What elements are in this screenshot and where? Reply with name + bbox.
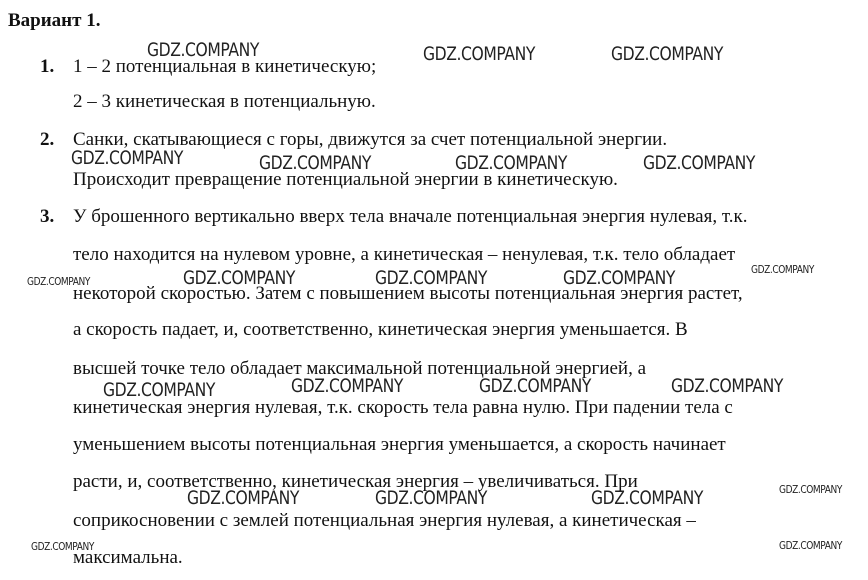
item-number-1: 1. — [40, 56, 55, 77]
item-3-line: соприкосновении с землей потенциальная энергия нулевая, а кинетическая – — [73, 510, 696, 531]
watermark-text: GDZ.COMPANY — [259, 152, 372, 174]
item-3-line: а скорость падает, и, соответственно, кинетическая энергия уменьшается. В — [73, 319, 688, 340]
watermark-text: GDZ.COMPANY — [375, 487, 488, 509]
watermark-text: GDZ.COMPANY — [71, 147, 184, 169]
watermark-text: GDZ.COMPANY — [751, 263, 814, 276]
item-1-line: 1 – 2 потенциальная в кинетическую; — [73, 56, 377, 77]
watermark-text: GDZ.COMPANY — [779, 539, 842, 552]
item-1-line: 2 – 3 кинетическая в потенциальную. — [73, 91, 376, 112]
item-3-line: кинетическая энергия нулевая, т.к. скорость тела равна нулю. При падении тела с — [73, 397, 733, 418]
watermark-text: GDZ.COMPANY — [779, 483, 842, 496]
watermark-text: GDZ.COMPANY — [479, 375, 592, 397]
watermark-text: GDZ.COMPANY — [147, 39, 260, 61]
watermark-text: GDZ.COMPANY — [423, 43, 536, 65]
watermark-text: GDZ.COMPANY — [375, 267, 488, 289]
watermark-text: GDZ.COMPANY — [103, 379, 216, 401]
watermark-text: GDZ.COMPANY — [563, 267, 676, 289]
watermark-text: GDZ.COMPANY — [671, 375, 784, 397]
item-3-line: тело находится на нулевом уровне, а кинетическая – ненулевая, т.к. тело обладает — [73, 244, 736, 265]
watermark-text: GDZ.COMPANY — [187, 487, 300, 509]
watermark-text: GDZ.COMPANY — [31, 540, 94, 553]
item-3-line: расти, и, соответственно, кинетическая энергия – увеличиваться. При — [73, 471, 638, 492]
item-3-line: некоторой скоростью. Затем с повышением высоты потенциальная энергия растет, — [73, 283, 743, 304]
watermark-text: GDZ.COMPANY — [455, 152, 568, 174]
item-number-2: 2. — [40, 129, 55, 150]
item-3-line: У брошенного вертикально вверх тела вначале потенциальная энергия нулевая, т.к. — [73, 206, 748, 227]
watermark-text: GDZ.COMPANY — [183, 267, 296, 289]
item-2-line: Санки, скатывающиеся с горы, движутся за счет потенциальной энергии. — [73, 129, 668, 150]
item-number-3: 3. — [40, 206, 55, 227]
watermark-text: GDZ.COMPANY — [591, 487, 704, 509]
item-3-line: высшей точке тело обладает максимальной потенциальной энергией, а — [73, 358, 647, 379]
variant-heading: Вариант 1. — [8, 10, 101, 31]
watermark-text: GDZ.COMPANY — [291, 375, 404, 397]
watermark-text: GDZ.COMPANY — [27, 275, 90, 288]
watermark-text: GDZ.COMPANY — [643, 152, 756, 174]
item-3-line: максимальна. — [73, 547, 183, 568]
item-3-line: уменьшением высоты потенциальная энергия уменьшается, а скорость начинает — [73, 434, 726, 455]
watermark-text: GDZ.COMPANY — [611, 43, 724, 65]
item-2-line: Происходит превращение потенциальной энергии в кинетическую. — [73, 169, 618, 190]
